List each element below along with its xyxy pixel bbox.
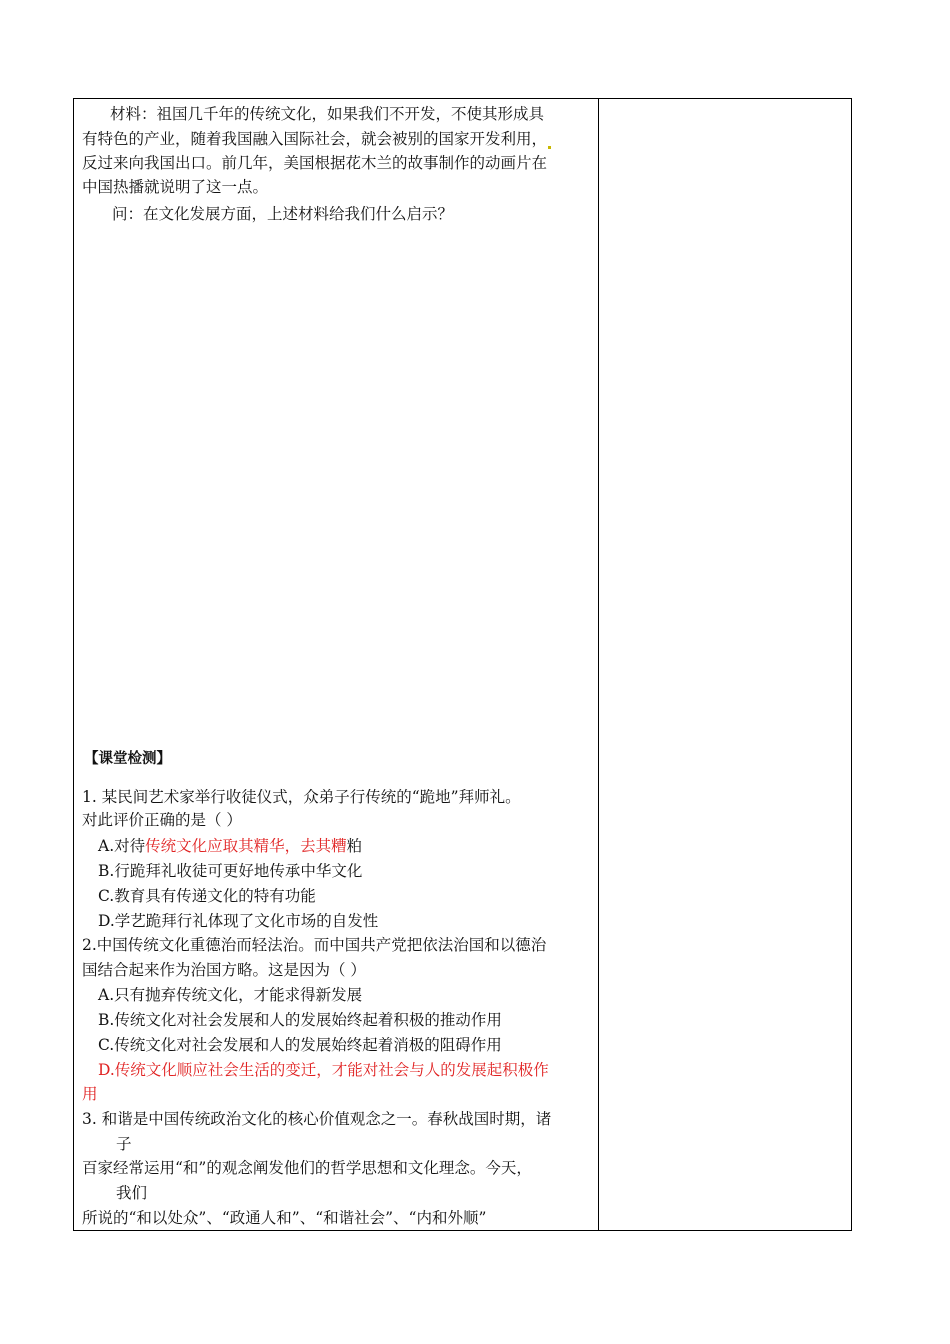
q2-stem-line-2: 国结合起来作为治国方略。这是因为（ ） <box>82 961 366 979</box>
column-divider <box>598 99 599 1230</box>
material-line-3: 反过来向我国出口。前几年，美国根据花木兰的故事制作的动画片在 <box>82 154 548 172</box>
q3-stem-line-5: 所说的“和以处众”、“政通人和”、“和谐社会”、“内和外顺” <box>82 1209 487 1227</box>
q3-stem-line-4: 我们 <box>116 1184 148 1202</box>
q3-stem-line-3: 百家经常运用“和”的观念阐发他们的哲学思想和文化理念。今天， <box>82 1159 532 1177</box>
worksheet-table <box>73 98 852 1231</box>
material-line-4: 中国热播就说明了这一点。 <box>82 178 269 196</box>
q2-option-b: B.传统文化对社会发展和人的发展始终起着积极的推动作用 <box>98 1011 502 1029</box>
q1-stem-line-1: 1. 某民间艺术家举行收徒仪式，众弟子行传统的“跪地”拜师礼。 <box>82 788 521 806</box>
stray-mark <box>548 146 551 149</box>
q2-option-d-line-1: D.传统文化顺应社会生活的变迁，才能对社会与人的发展起积极作 <box>98 1061 549 1079</box>
q2-option-d-line-2: 用 <box>82 1085 98 1103</box>
q3-stem-line-1: 3. 和谐是中国传统政治文化的核心价值观念之一。春秋战国时期，诸 <box>82 1110 552 1128</box>
q1-option-c: C.教育具有传递文化的特有功能 <box>98 887 316 905</box>
section-title: 【课堂检测】 <box>84 751 171 767</box>
q1-option-a: A.对待传统文化应取其精华，去其糟粕 <box>98 837 363 855</box>
material-line-1: 材料：祖国几千年的传统文化，如果我们不开发，不使其形成具 <box>110 105 545 123</box>
material-line-2: 有特色的产业，随着我国融入国际社会，就会被别的国家开发利用， <box>82 129 552 149</box>
q1-answer-highlight: 传统文化应取其精华，去其糟 <box>145 837 347 855</box>
q2-option-c: C.传统文化对社会发展和人的发展始终起着消极的阻碍作用 <box>98 1036 502 1054</box>
q3-stem-line-2: 子 <box>116 1135 132 1153</box>
q1-option-b: B.行跪拜礼收徒可更好地传承中华文化 <box>98 862 363 880</box>
q2-option-a: A.只有抛弃传统文化，才能求得新发展 <box>98 986 363 1004</box>
material-question: 问：在文化发展方面，上述材料给我们什么启示？ <box>112 205 454 223</box>
q1-option-d: D.学艺跪拜行礼体现了文化市场的自发性 <box>98 912 379 930</box>
q1-stem-line-2: 对此评价正确的是（ ） <box>82 811 242 829</box>
q2-stem-line-1: 2.中国传统文化重德治而轻法治。而中国共产党把依法治国和以德治 <box>82 936 547 954</box>
